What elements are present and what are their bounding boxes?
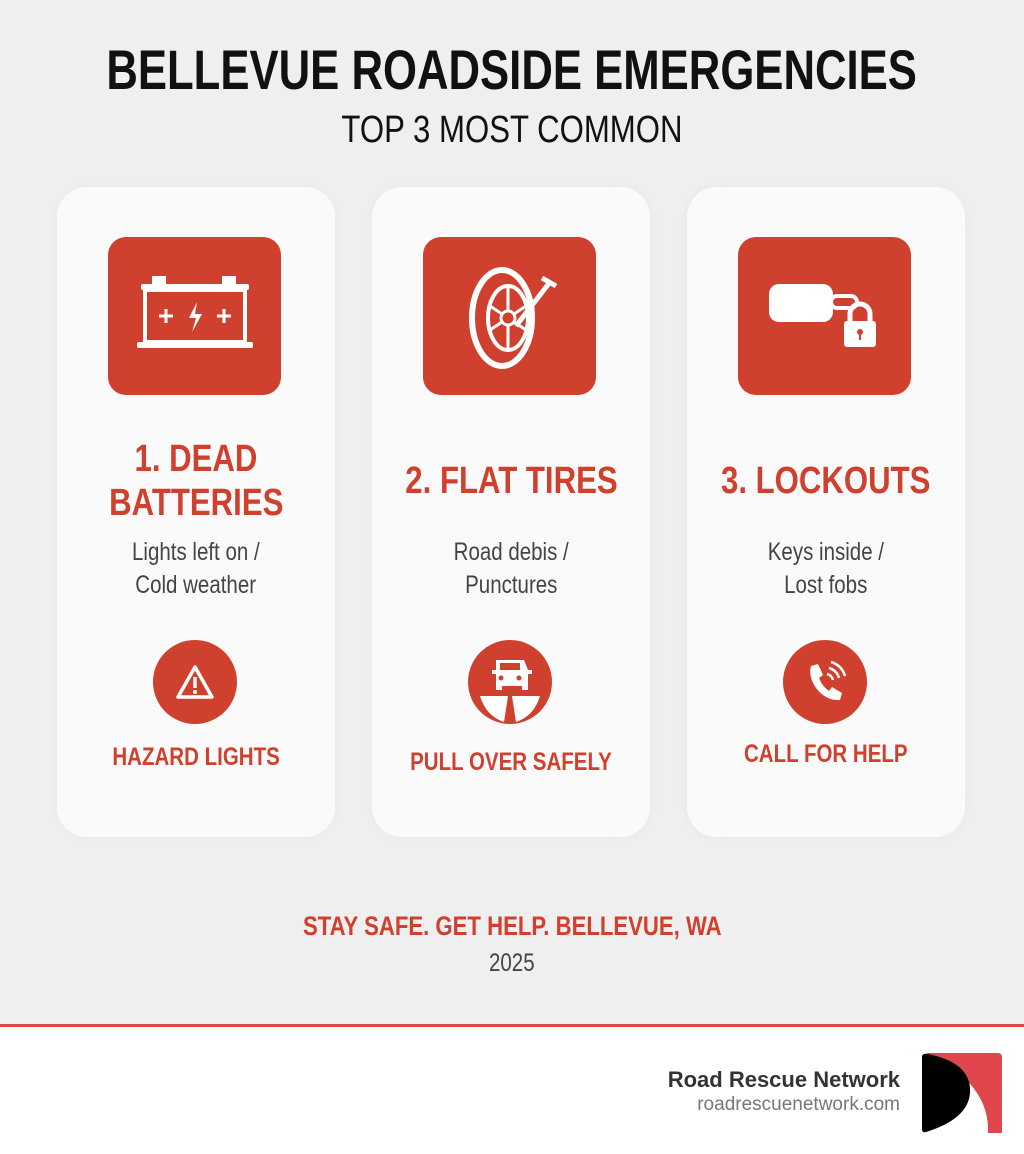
- card-dead-batteries: [57, 187, 335, 837]
- car-battery-icon: [108, 237, 281, 395]
- car-road-icon: [468, 640, 552, 724]
- card-description: Lights left on / Cold weather: [132, 538, 260, 599]
- key-fob-lock-icon: [738, 237, 911, 395]
- safety-tip: HAZARD LIGHTS: [112, 743, 280, 771]
- brand-logo-icon: [922, 1053, 1002, 1133]
- footer-tagline: STAY SAFE. GET HELP. BELLEVUE, WA: [302, 911, 722, 941]
- card-title: 1. DEAD BATTERIES: [108, 438, 284, 524]
- card-flat-tires: [372, 187, 650, 837]
- footer-year: 2025: [489, 949, 535, 977]
- page-subtitle: TOP 3 MOST COMMON: [341, 109, 683, 151]
- punctured-tire-icon: [423, 237, 596, 395]
- brand-url[interactable]: roadrescuenetwork.com: [697, 1094, 900, 1115]
- brand-text: [668, 1067, 900, 1117]
- card-description: Keys inside / Lost fobs: [767, 538, 885, 599]
- brand-name: Road Rescue Network: [667, 1067, 900, 1092]
- brand-bar: [0, 1024, 1024, 1154]
- phone-call-icon: [783, 640, 867, 724]
- card-title: 3. LOCKOUTS: [721, 460, 931, 502]
- card-title: 2. FLAT TIRES: [404, 460, 618, 502]
- warning-triangle-icon: [153, 640, 237, 724]
- card-description: Road debis / Punctures: [453, 538, 569, 599]
- card-lockouts: [687, 187, 965, 837]
- safety-tip: PULL OVER SAFELY: [410, 748, 612, 776]
- page-title: BELLEVUE ROADSIDE EMERGENCIES: [106, 38, 918, 101]
- safety-tip: CALL FOR HELP: [744, 740, 908, 768]
